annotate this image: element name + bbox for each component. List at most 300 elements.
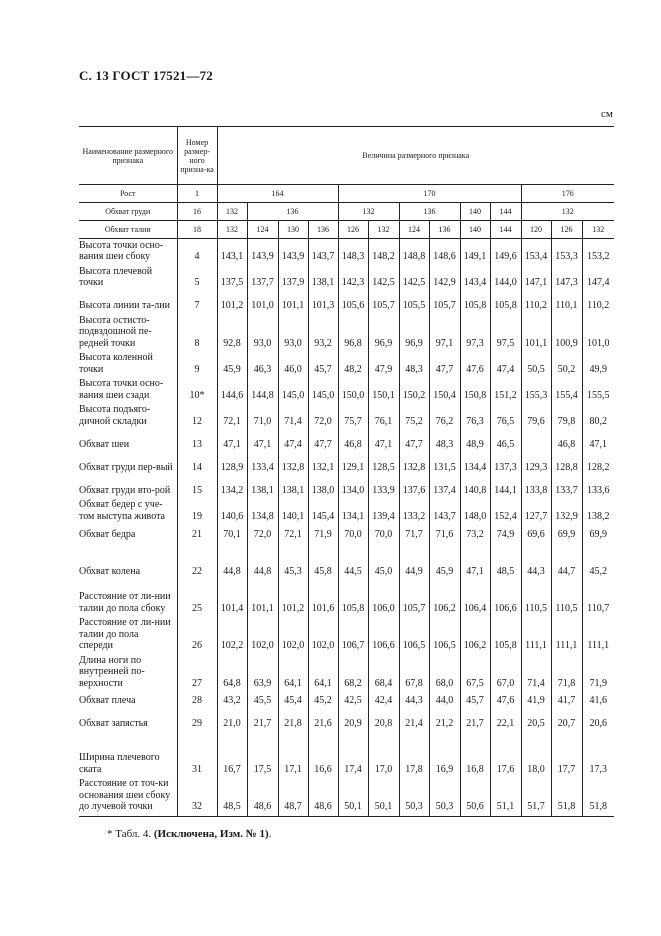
value-cell: 21,2 [429,709,460,732]
value-cell: 133,2 [399,499,429,525]
waist-value: 136 [429,221,460,239]
row-label: Расстояние от ли-нии талии до пола сбоку [79,591,171,614]
value-cell: 101,0 [247,292,278,315]
chest-group: 140 [460,203,490,221]
row-label: Ширина плечевого ската [79,752,160,775]
value-cell: 51,8 [582,778,614,816]
row-label: Высота подъяго-дичной складки [79,404,151,427]
waist-value: 124 [247,221,278,239]
value-cell: 132,1 [308,453,338,476]
value-cell: 71,4 [278,404,308,430]
value-cell: 127,7 [521,499,551,525]
value-cell: 45,5 [247,692,278,709]
row-label: Обхват груди вто-рой [79,484,171,496]
value-cell: 101,2 [278,580,308,617]
value-cell: 63,9 [247,655,278,693]
value-cell: 47,6 [460,352,490,378]
table-row [79,476,614,499]
value-cell: 133,8 [521,476,551,499]
value-cell: 140,6 [217,499,247,525]
value-cell: 18,0 [521,732,551,778]
value-cell: 73,2 [460,525,490,543]
value-cell: 96,8 [338,315,368,353]
value-cell: 153,3 [551,239,582,266]
num-column-header: Номер размер-ного призна-ка [177,127,217,185]
value-cell: 71,0 [247,404,278,430]
value-cell: 45,7 [460,692,490,709]
row-label: Высота плечевой точки [79,265,153,288]
row-number: 27 [177,655,217,693]
row-number: 32 [177,778,217,816]
chest-num: 16 [177,203,217,221]
value-cell: 21,8 [278,709,308,732]
value-cell: 105,6 [338,292,368,315]
value-cell: 142,3 [338,266,368,292]
value-cell: 41,6 [582,692,614,709]
row-number: 28 [177,692,217,709]
row-label: Высота остисто-подвздошной пе-редней точки [79,314,152,349]
value-cell: 101,1 [247,580,278,617]
value-column-header: Величина размерного признака [217,127,614,185]
table-row [79,617,614,655]
value-cell: 71,9 [582,655,614,693]
value-cell: 71,6 [429,525,460,543]
value-cell: 143,4 [460,266,490,292]
value-cell: 97,1 [429,315,460,353]
value-cell: 105,8 [460,292,490,315]
value-cell: 155,4 [551,378,582,404]
value-cell: 17,6 [490,732,521,778]
value-cell: 69,9 [582,525,614,543]
value-cell: 145,0 [278,378,308,404]
value-cell: 45,3 [278,543,308,580]
row-number: 13 [177,430,217,453]
value-cell: 45,0 [368,543,399,580]
value-cell: 42,5 [338,692,368,709]
value-cell: 69,9 [551,525,582,543]
height-group: 170 [338,185,521,203]
waist-value: 132 [368,221,399,239]
value-cell: 16,6 [308,732,338,778]
value-cell: 148,3 [338,239,368,266]
value-cell: 17,1 [278,732,308,778]
value-cell: 20,9 [338,709,368,732]
value-cell: 140,1 [278,499,308,525]
value-cell: 21,4 [399,709,429,732]
value-cell: 148,0 [460,499,490,525]
value-cell: 129,3 [521,453,551,476]
value-cell: 17,8 [399,732,429,778]
value-cell: 144,0 [490,266,521,292]
value-cell: 41,9 [521,692,551,709]
value-cell: 133,7 [551,476,582,499]
value-cell: 45,9 [429,543,460,580]
value-cell: 76,3 [460,404,490,430]
value-cell: 79,8 [551,404,582,430]
row-label: Высота коленной точки [79,352,153,375]
table-row [79,709,614,732]
value-cell: 137,7 [247,266,278,292]
value-cell: 128,9 [217,453,247,476]
table-row [79,315,614,353]
chest-group: 136 [399,203,460,221]
value-cell: 45,8 [308,543,338,580]
value-cell: 50,1 [368,778,399,816]
value-cell: 41,7 [551,692,582,709]
value-cell: 100,9 [551,315,582,353]
value-cell: 21,6 [308,709,338,732]
value-cell: 93,2 [308,315,338,353]
value-cell: 47,4 [490,352,521,378]
value-cell: 140,8 [460,476,490,499]
page-header: С. 13 ГОСТ 17521—72 [79,68,213,83]
value-cell: 75,2 [399,404,429,430]
value-cell: 144,6 [217,378,247,404]
row-label: Обхват колена [79,565,141,577]
value-cell: 137,6 [399,476,429,499]
size-table [79,126,614,817]
value-cell: 105,7 [368,292,399,315]
value-cell: 20,6 [582,709,614,732]
value-cell: 148,8 [399,239,429,266]
value-cell: 47,9 [368,352,399,378]
table-body [79,239,614,817]
height-num: 1 [177,185,217,203]
value-cell: 128,2 [582,453,614,476]
value-cell: 47,1 [460,543,490,580]
value-cell: 46,0 [278,352,308,378]
value-cell: 101,1 [521,315,551,353]
value-cell: 148,2 [368,239,399,266]
value-cell: 17,0 [368,732,399,778]
row-label: Обхват бедра [79,528,136,540]
value-cell: 96,9 [368,315,399,353]
row-label: Расстояние от ли-нии талии до пола спереди [79,617,171,651]
value-cell: 133,4 [247,453,278,476]
table-row [79,239,614,266]
value-cell: 110,5 [551,580,582,617]
value-cell: 111,1 [582,617,614,655]
value-cell: 76,1 [368,404,399,430]
value-cell: 68,4 [368,655,399,693]
waist-value: 130 [278,221,308,239]
value-cell: 49,9 [582,352,614,378]
value-cell: 142,5 [399,266,429,292]
value-cell: 106,5 [429,617,460,655]
row-label: Обхват груди пер-вый [79,461,173,473]
value-cell: 72,0 [308,404,338,430]
value-cell: 46,8 [551,430,582,453]
row-number: 14 [177,453,217,476]
value-cell: 143,7 [429,499,460,525]
value-cell: 134,1 [338,499,368,525]
value-cell: 106,2 [460,617,490,655]
value-cell: 105,7 [429,292,460,315]
value-cell: 74,9 [490,525,521,543]
value-cell: 133,6 [582,476,614,499]
value-cell: 69,6 [521,525,551,543]
row-label: Расстояние от точ-ки основания шеи сбоку до лучевой точки [79,778,177,816]
value-cell: 21,7 [460,709,490,732]
value-cell: 68,2 [338,655,368,693]
value-cell: 138,1 [247,476,278,499]
waist-row [79,221,614,239]
value-cell: 48,7 [278,778,308,816]
waist-value: 126 [338,221,368,239]
value-cell: 45,2 [582,543,614,580]
value-cell: 45,9 [217,352,247,378]
row-number: 26 [177,617,217,655]
value-cell: 64,1 [278,655,308,693]
chest-group: 132 [521,203,614,221]
value-cell: 47,7 [399,430,429,453]
value-cell: 76,5 [490,404,521,430]
value-cell: 48,5 [217,778,247,816]
value-cell: 71,7 [399,525,429,543]
table-row [79,778,614,816]
row-number: 15 [177,476,217,499]
value-cell: 20,8 [368,709,399,732]
value-cell: 145,4 [308,499,338,525]
value-cell: 106,6 [368,617,399,655]
value-cell: 16,7 [217,732,247,778]
value-cell: 68,0 [429,655,460,693]
value-cell: 17,5 [247,732,278,778]
value-cell: 101,4 [217,580,247,617]
value-cell: 22,1 [490,709,521,732]
row-number: 8 [177,315,217,353]
value-cell: 105,7 [399,580,429,617]
value-cell: 44,0 [429,692,460,709]
value-cell: 21,7 [247,709,278,732]
value-cell: 72,1 [278,525,308,543]
row-label: Высота линии та-лии [79,300,170,311]
value-cell: 137,3 [490,453,521,476]
chest-group: 136 [247,203,338,221]
value-cell: 150,1 [368,378,399,404]
value-cell: 50,5 [521,352,551,378]
value-cell: 64,1 [308,655,338,693]
value-cell: 48,3 [399,352,429,378]
value-cell: 144,1 [490,476,521,499]
value-cell: 44,8 [247,543,278,580]
value-cell: 48,5 [490,543,521,580]
value-cell: 72,0 [247,525,278,543]
value-cell: 111,1 [521,617,551,655]
value-cell: 128,8 [551,453,582,476]
value-cell: 148,6 [429,239,460,266]
row-label: Высота точки осно-вания шеи сзади [79,378,164,401]
table-row [79,404,614,430]
row-number: 9 [177,352,217,378]
value-cell: 110,7 [582,580,614,617]
value-cell: 72,1 [217,404,247,430]
value-cell: 50,2 [551,352,582,378]
value-cell: 44,8 [217,543,247,580]
value-cell: 71,4 [521,655,551,693]
value-cell: 105,5 [399,292,429,315]
value-cell: 111,1 [551,617,582,655]
value-cell: 48,6 [247,778,278,816]
value-cell: 150,2 [399,378,429,404]
table-row [79,732,614,778]
value-cell: 70,0 [368,525,399,543]
value-cell: 46,3 [247,352,278,378]
value-cell: 101,3 [308,292,338,315]
value-cell: 50,3 [429,778,460,816]
table-row [79,692,614,709]
row-label: Обхват шеи [79,438,130,450]
waist-value: 126 [551,221,582,239]
value-cell: 139,4 [368,499,399,525]
value-cell: 131,5 [429,453,460,476]
height-group: 176 [521,185,614,203]
value-cell: 138,1 [278,476,308,499]
value-cell: 97,5 [490,315,521,353]
value-cell: 142,5 [368,266,399,292]
value-cell: 48,3 [429,430,460,453]
value-cell: 133,9 [368,476,399,499]
value-cell: 71,9 [308,525,338,543]
value-cell: 47,1 [582,430,614,453]
value-cell: 101,1 [278,292,308,315]
waist-value: 140 [460,221,490,239]
value-cell: 102,0 [278,617,308,655]
value-cell: 110,5 [521,580,551,617]
value-cell: 105,8 [490,617,521,655]
footnote [107,828,271,840]
value-cell: 93,0 [278,315,308,353]
value-cell: 143,9 [278,239,308,266]
height-group: 164 [217,185,338,203]
value-cell: 67,0 [490,655,521,693]
value-cell: 147,3 [551,266,582,292]
row-label: Длина ноги по внутренней по-верхности [79,654,145,689]
value-cell: 151,2 [490,378,521,404]
value-cell: 46,5 [490,430,521,453]
table-row [79,543,614,580]
value-cell: 44,3 [399,692,429,709]
value-cell: 48,6 [308,778,338,816]
value-cell: 21,0 [217,709,247,732]
table-row [79,292,614,315]
value-cell: 47,1 [217,430,247,453]
value-cell: 47,4 [278,430,308,453]
row-number: 10* [177,378,217,404]
value-cell: 134,8 [247,499,278,525]
row-label: Высота точки осно-вания шеи сбоку [79,239,164,262]
chest-label: Обхват груди [79,203,177,221]
row-number: 7 [177,292,217,315]
value-cell: 132,9 [551,499,582,525]
row-label: Обхват бедер с уче-том выступа живота [79,499,165,522]
table-row [79,430,614,453]
value-cell: 110,1 [551,292,582,315]
value-cell: 51,7 [521,778,551,816]
value-cell: 106,4 [460,580,490,617]
row-number: 25 [177,580,217,617]
value-cell: 102,0 [247,617,278,655]
waist-value: 132 [217,221,247,239]
waist-value: 120 [521,221,551,239]
value-cell: 105,8 [338,580,368,617]
value-cell: 47,7 [308,430,338,453]
value-cell: 20,7 [551,709,582,732]
value-cell: 150,0 [338,378,368,404]
value-cell: 152,4 [490,499,521,525]
value-cell: 110,2 [582,292,614,315]
table-row [79,352,614,378]
unit-label: см [601,108,613,120]
value-cell: 138,1 [308,266,338,292]
value-cell: 44,9 [399,543,429,580]
value-cell: 143,9 [247,239,278,266]
value-cell: 150,8 [460,378,490,404]
value-cell: 17,3 [582,732,614,778]
value-cell: 71,8 [551,655,582,693]
value-cell: 67,8 [399,655,429,693]
row-label: Обхват плеча [79,694,136,706]
value-cell: 42,4 [368,692,399,709]
value-cell: 43,2 [217,692,247,709]
value-cell: 48,9 [460,430,490,453]
row-label: Обхват запястья [79,717,148,729]
footnote-suffix: . [268,828,272,840]
value-cell: 106,7 [338,617,368,655]
waist-value: 124 [399,221,429,239]
height-label: Рост [79,185,177,203]
chest-group: 144 [490,203,521,221]
value-cell: 134,2 [217,476,247,499]
table-row [79,266,614,292]
value-cell: 150,4 [429,378,460,404]
footnote-prefix: * Табл. 4. [107,828,152,840]
value-cell: 138,2 [582,499,614,525]
value-cell: 70,0 [338,525,368,543]
value-cell: 51,8 [551,778,582,816]
table-row [79,655,614,693]
value-cell: 132,8 [399,453,429,476]
value-cell: 50,3 [399,778,429,816]
value-cell: 101,2 [217,292,247,315]
value-cell: 147,4 [582,266,614,292]
value-cell: 106,0 [368,580,399,617]
value-cell: 16,8 [460,732,490,778]
table-row [79,453,614,476]
waist-value: 132 [582,221,614,239]
value-cell: 149,6 [490,239,521,266]
waist-label: Обхват талии [79,221,177,239]
value-cell: 79,6 [521,404,551,430]
value-cell: 46,8 [338,430,368,453]
value-cell: 106,5 [399,617,429,655]
value-cell: 134,0 [338,476,368,499]
value-cell: 45,7 [308,352,338,378]
value-cell: 96,9 [399,315,429,353]
value-cell: 51,1 [490,778,521,816]
value-cell: 47,1 [247,430,278,453]
table-row [79,525,614,543]
value-cell: 17,7 [551,732,582,778]
value-cell: 102,2 [217,617,247,655]
value-cell: 143,7 [308,239,338,266]
row-number: 19 [177,499,217,525]
row-number: 31 [177,732,217,778]
value-cell: 45,2 [308,692,338,709]
value-cell: 80,2 [582,404,614,430]
value-cell: 144,8 [247,378,278,404]
table-row [79,499,614,525]
